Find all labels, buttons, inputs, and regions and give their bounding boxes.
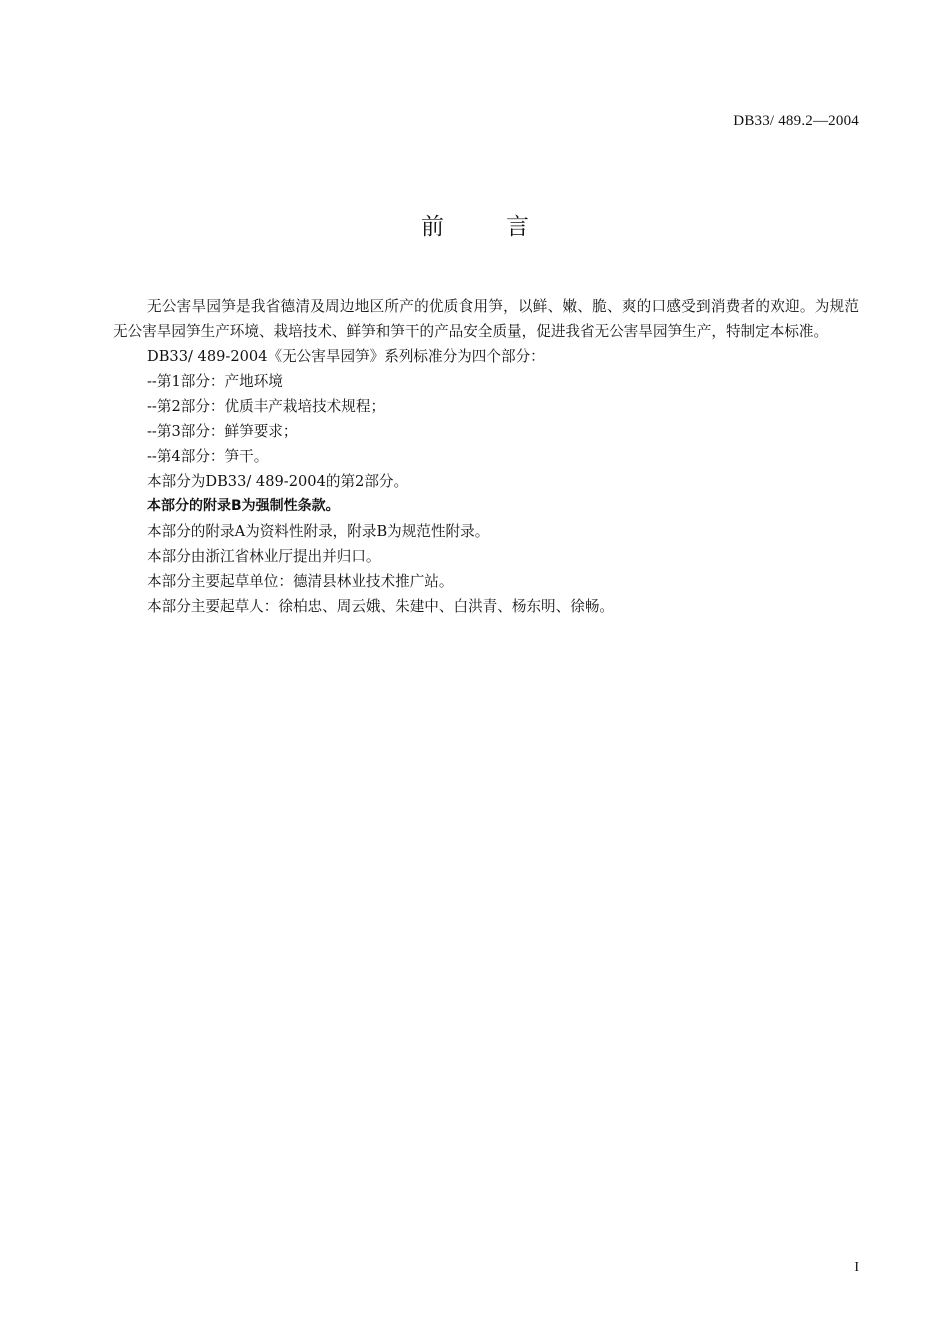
- part-1-item: --第1部分：产地环境: [147, 373, 283, 390]
- page-number: I: [854, 1260, 859, 1275]
- drafters-statement: 本部分主要起草人：徐柏忠、周云娥、朱建中、白洪青、杨东明、徐畅。: [147, 598, 615, 615]
- drafting-unit-statement: 本部分主要起草单位：德清县林业技术推广站。: [147, 573, 454, 590]
- part-3-item: --第3部分：鲜笋要求；: [147, 423, 298, 440]
- intro-paragraph: 无公害旱园笋是我省德清及周边地区所产的优质食用笋，以鲜、嫩、脆、爽的口感受到消费者的欢迎。为规范无公害旱园笋生产环境、栽培技术、鲜笋和笋干的产品安全质量，促进我省无公害旱园笋生产，特制定本标准。: [113, 298, 859, 340]
- preface-body: [113, 294, 859, 619]
- part-4-item: --第4部分：笋干。: [147, 448, 269, 465]
- document-code: DB33/ 489.2—2004: [733, 113, 859, 129]
- this-part-statement: 本部分为DB33/ 489-2004的第2部分。: [147, 473, 409, 490]
- part-2-item: --第2部分：优质丰产栽培技术规程；: [147, 398, 386, 415]
- mandatory-clause-statement: 本部分的附录B为强制性条款。: [147, 498, 340, 514]
- appendix-statement: 本部分的附录A为资料性附录，附录B为规范性附录。: [147, 523, 490, 540]
- series-statement: DB33/ 489-2004《无公害旱园笋》系列标准分为四个部分：: [147, 348, 545, 365]
- proposed-by-statement: 本部分由浙江省林业厅提出并归口。: [147, 548, 381, 565]
- page-title: 前言: [421, 214, 591, 240]
